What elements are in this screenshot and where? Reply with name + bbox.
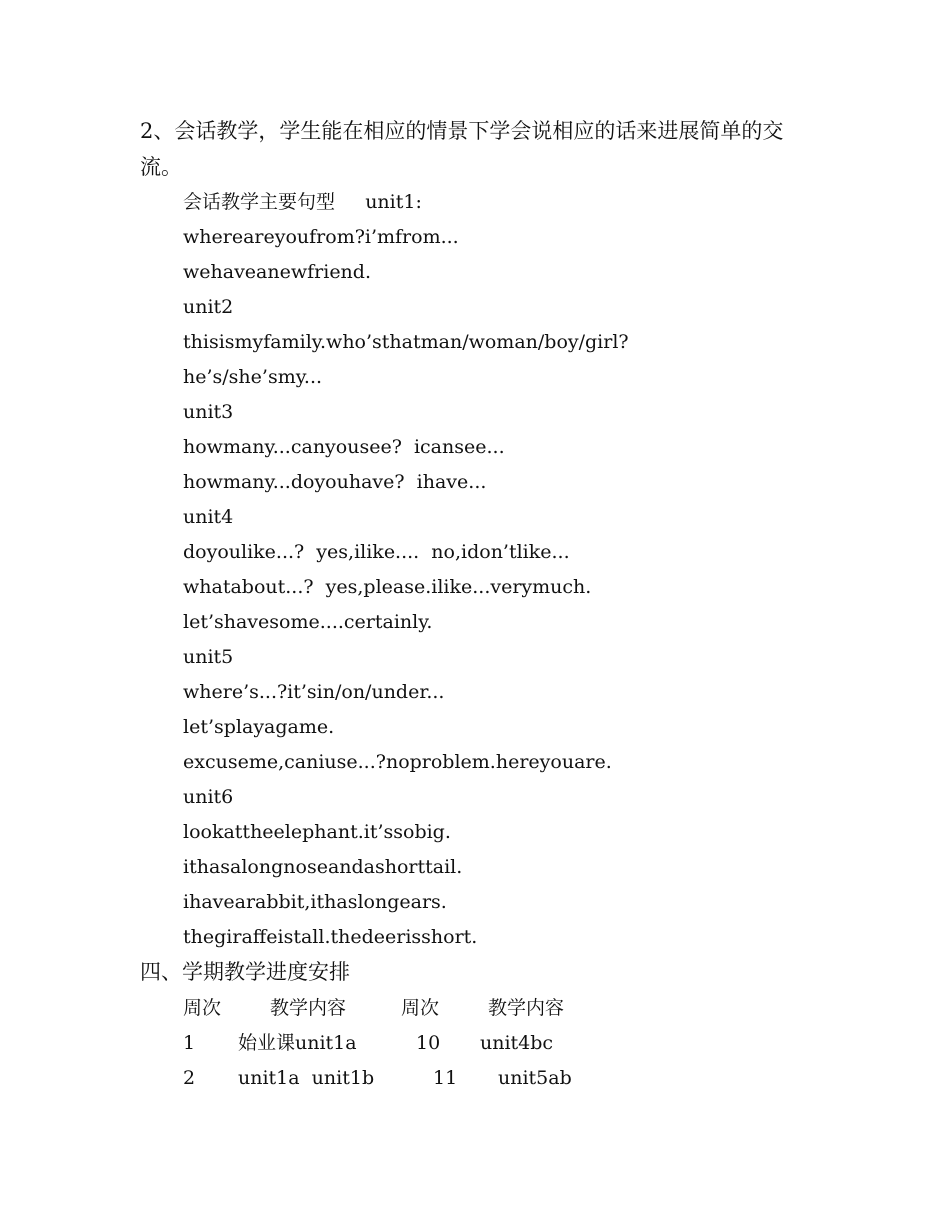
sentence-line: whereareyoufrom?i’mfrom... <box>183 226 459 248</box>
unit-label: unit6 <box>183 786 234 808</box>
sentence-line: let’shavesome....certainly. <box>183 611 433 633</box>
header-week: 周次 <box>401 997 440 1019</box>
unit-label: unit4 <box>183 506 234 528</box>
sentence-line: let’splayagame. <box>183 716 335 738</box>
week-number: 10 <box>416 1032 441 1054</box>
sentence-pattern-header: 会话教学主要句型 unit1: <box>183 191 422 213</box>
sentence-line: doyoulike...? yes,ilike.... no,idon’tlike... <box>183 541 570 563</box>
section-4-heading: 四、学期教学进度安排 <box>140 960 350 984</box>
sentence-line: he’s/she’smy... <box>183 366 323 388</box>
sentence-line: excuseme,caniuse...?noproblem.hereyouare. <box>183 751 612 773</box>
week-content: unit4bc <box>480 1032 554 1054</box>
sentence-line: howmany...canyousee? icansee... <box>183 436 505 458</box>
week-number: 11 <box>433 1067 458 1089</box>
sentence-line: where’s...?it’sin/on/under... <box>183 681 445 703</box>
sentence-line: wehaveanewfriend. <box>183 261 371 283</box>
header-content: 教学内容 <box>488 997 565 1019</box>
week-number: 2 <box>183 1067 196 1089</box>
section-2-heading-line1: 2、会话教学，学生能在相应的情景下学会说相应的话来进展简单的交 <box>140 119 784 143</box>
unit-label: unit2 <box>183 296 234 318</box>
sentence-line: thegiraffeistall.thedeerisshort. <box>183 926 478 948</box>
sentence-line: lookattheelephant.it’ssobig. <box>183 821 451 843</box>
week-number: 1 <box>183 1032 196 1054</box>
sentence-line: ihavearabbit,ithaslongears. <box>183 891 447 913</box>
header-content: 教学内容 <box>270 997 347 1019</box>
header-week: 周次 <box>183 997 222 1019</box>
week-content: unit5ab <box>498 1067 572 1089</box>
sentence-line: whatabout...? yes,please.ilike...verymuch. <box>183 576 592 598</box>
unit-label: unit3 <box>183 401 234 423</box>
week-content: 始业课unit1a <box>238 1032 357 1054</box>
section-2-heading-line2: 流。 <box>140 155 182 179</box>
sentence-line: thisismyfamily.who’sthatman/woman/boy/girl? <box>183 331 629 353</box>
unit-label: unit5 <box>183 646 234 668</box>
week-content: unit1a unit1b <box>238 1067 375 1089</box>
sentence-line: ithasalongnoseandashorttail. <box>183 856 463 878</box>
sentence-line: howmany...doyouhave? ihave... <box>183 471 487 493</box>
